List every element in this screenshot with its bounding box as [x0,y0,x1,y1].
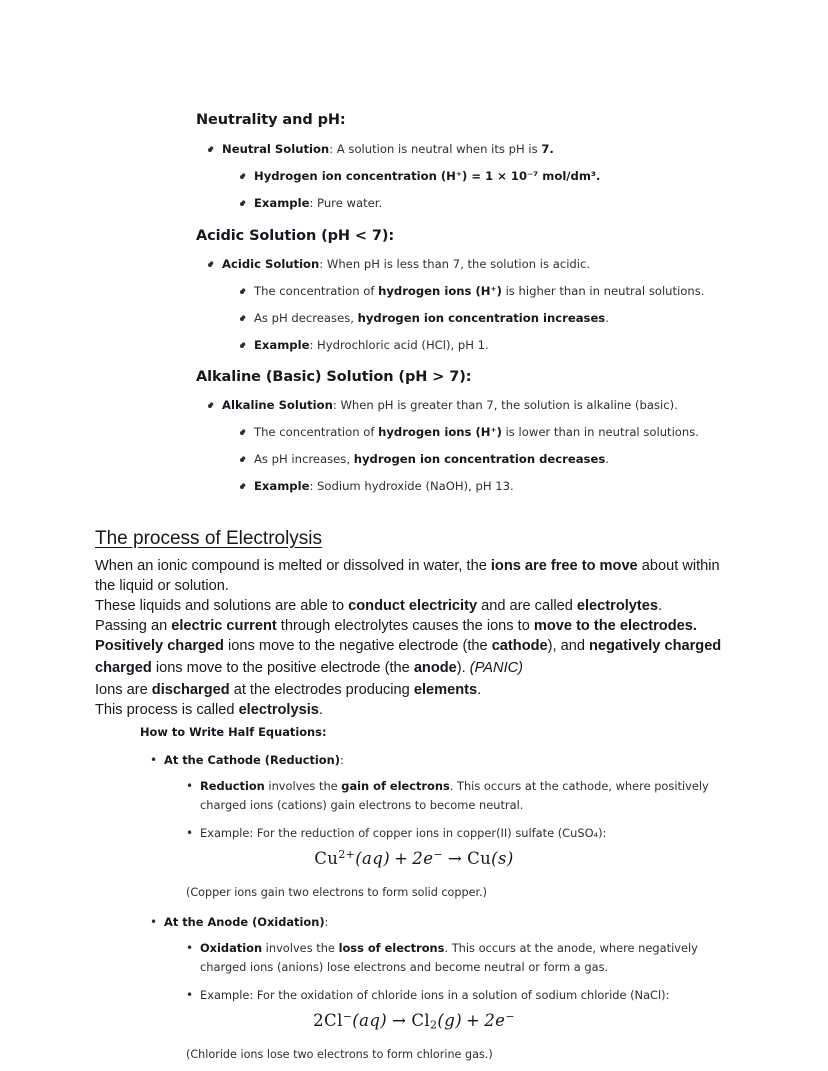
paragraph-discharged [95,680,481,700]
alkaline-solution-label: Alkaline Solution [222,398,333,412]
p3-part-a: Passing an [95,618,172,634]
acidic-conc-bold: hydrogen ions (H⁺) [378,284,502,298]
p3-part-c: through electrolytes causes the ions to [276,618,534,634]
alkaline-ph-post: . [605,452,609,466]
p4-bold-negatively: negatively charged [589,638,722,654]
paragraph-positively-charged [95,636,721,656]
cathode-heading-bullet [164,751,344,770]
alkaline-ph-bold: hydrogen ion concentration decreases [353,452,606,466]
p4-part-b: ions move to the negative electrode (the [223,638,492,654]
eq-cu-state: (aq) [355,848,391,868]
p1-bold: ions are free to move [490,558,638,574]
paragraph-ionic-compound [95,556,720,596]
eq-cl-reactant: 2Cl [313,1010,343,1030]
eq-cl2-product: Cl [411,1010,431,1030]
alkaline-conc-post: is lower than in neutral solutions. [501,425,699,439]
p2-part-c: and are called [477,598,577,614]
eq-arrow: → [447,848,463,868]
eq-cu-species: Cu [314,848,339,868]
oxidation-bold: Oxidation [200,941,263,955]
p2-part-a: These liquids and solutions are able to [95,598,349,614]
example-label: Example [254,338,310,352]
neutral-ph-value: 7. [541,142,554,156]
cathode-label: At the Cathode (Reduction) [164,753,340,767]
anode-caption: (Chloride ions lose two electrons to form chlorine gas.) [186,1048,493,1061]
p4-part-d: ), and [547,638,590,654]
acidic-ph-decrease-bullet [254,311,734,326]
alkaline-concentration-bullet [254,425,734,440]
list-item [254,169,694,184]
p6-part-a: This process is called [95,702,239,718]
p3-bold-electrodes: move to the electrodes. [533,618,697,634]
paragraph-anode [95,658,523,678]
p5-bold-elements: elements [413,682,478,698]
list-item [222,142,692,157]
anode-example-bullet [200,986,720,1005]
acidic-ph-post: . [605,311,609,325]
p4-bold-positively: Positively charged [95,638,224,654]
example-text: : Hydrochloric acid (HCl), pH 1. [309,338,489,352]
acidic-ph-pre: As pH decreases, [254,311,358,325]
p5-part-e: . [477,682,482,698]
alkaline-solution-bullet [222,398,742,413]
cathode-equation [0,848,828,868]
eq-cl2-sub: 2 [430,1018,438,1032]
hydrogen-ion-concentration-text: Hydrogen ion concentration (H⁺) = 1 × 10⁻⁷ mol/dm³. [254,169,601,183]
anode-oxidation-bullet [200,939,720,977]
p4-part-f: ions move to the positive electrode (the [151,660,414,676]
eq-electron: 2e [412,848,434,868]
anode-equation [0,1010,828,1031]
list-item [222,257,722,272]
cathode-example-bullet [200,824,720,843]
p1-part-a: When an ionic compound is melted or dissolved in water, the [95,558,491,574]
acidic-example-bullet [254,338,734,353]
acidic-solution-bullet [222,257,722,272]
eq-product-state: (s) [491,848,514,868]
p5-part-a: Ions are [95,682,152,698]
eq-product: Cu [467,848,492,868]
eq-cl-state: (aq) [352,1010,388,1030]
p4-charged-word: charged [95,660,152,676]
list-item [254,338,734,353]
acidic-ph-bold: hydrogen ion concentration increases [357,311,606,325]
panic-annotation: (PANIC) [469,660,524,676]
hydrogen-ion-concentration-bullet [254,169,694,184]
acidic-solution-text: : When pH is less than 7, the solution is acidic. [319,257,591,271]
eq-electron: 2e [484,1010,506,1030]
p3-bold-current: electric current [171,618,277,634]
heading-alkaline-solution: Alkaline (Basic) Solution (pH > 7): [196,369,472,385]
eq-plus: + [394,848,409,868]
p5-part-c: at the electrodes producing [229,682,414,698]
eq-cl-charge: − [342,1010,353,1023]
cathode-reduction-bullet [200,777,720,815]
example-text: : Pure water. [309,196,383,210]
anode-label-suffix: : [324,915,329,929]
anode-label: At the Anode (Oxidation) [164,915,325,929]
p2-part-e: . [658,598,663,614]
cathode-example-text: Example: For the reduction of copper ions in copper(II) sulfate (CuSO₄): [200,826,607,840]
reduction-rest: . This occurs at the cathode, where positively charged ions (cations) gain electrons to become neutral. [200,779,709,812]
neutral-example-bullet [254,196,694,211]
acidic-conc-post: is higher than in neutral solutions. [501,284,705,298]
eq-plus: + [466,1010,481,1030]
p2-bold-electrolytes: electrolytes [576,598,658,614]
reduction-bold: Reduction [200,779,265,793]
alkaline-ph-pre: As pH increases, [254,452,354,466]
reduction-mid: involves the [264,779,342,793]
neutral-solution-label: Neutral Solution [222,142,330,156]
p4-part-h: ). [456,660,470,676]
p5-bold-discharged: discharged [151,682,230,698]
eq-cl2-state: (g) [437,1010,463,1030]
list-item [254,196,694,211]
oxidation-rest: . This occurs at the anode, where negatively charged ions (anions) lose electrons and become neutral or form a gas. [200,941,698,974]
alkaline-example-bullet [254,479,734,494]
alkaline-ph-increase-bullet [254,452,734,467]
heading-neutrality: Neutrality and pH: [196,112,346,128]
cathode-label-suffix: : [339,753,344,767]
alkaline-conc-bold: hydrogen ions (H⁺) [378,425,502,439]
neutral-solution-text: : A solution is neutral when its pH is [329,142,542,156]
paragraph-electrolytes [95,596,662,616]
p4-bold-cathode: cathode [491,638,548,654]
list-item [254,479,734,494]
anode-example-text: Example: For the oxidation of chloride ions in a solution of sodium chloride (NaCl): [200,988,670,1002]
eq-electron-charge: − [433,848,443,861]
heading-electrolysis: The process of Electrolysis [95,528,323,549]
anode-heading-bullet [164,913,328,932]
p2-bold-conduct: conduct electricity [348,598,478,614]
example-label: Example [254,479,310,493]
paragraph-electric-current [95,616,697,636]
list-item [254,284,734,299]
alkaline-conc-pre: The concentration of [254,425,379,439]
acidic-conc-pre: The concentration of [254,284,379,298]
gain-electrons-bold: gain of electrons [341,779,450,793]
list-item [254,425,734,440]
neutral-solution-bullet [222,142,692,157]
list-item [254,311,734,326]
list-item [254,452,734,467]
eq-electron-charge: − [505,1010,515,1023]
loss-electrons-bold: loss of electrons [338,941,445,955]
example-label: Example [254,196,310,210]
list-item [222,398,742,413]
oxidation-mid: involves the [262,941,339,955]
eq-cu-charge: 2+ [338,848,356,861]
p4-bold-anode: anode [413,660,457,676]
example-text: : Sodium hydroxide (NaOH), pH 13. [309,479,514,493]
acidic-solution-label: Acidic Solution [222,257,320,271]
eq-arrow: → [392,1010,407,1030]
alkaline-solution-text: : When pH is greater than 7, the solution is alkaline (basic). [332,398,678,412]
heading-acidic-solution: Acidic Solution (pH < 7): [196,228,395,244]
heading-half-equations: How to Write Half Equations: [140,725,327,739]
acidic-concentration-bullet [254,284,734,299]
p6-part-c: . [318,702,323,718]
cathode-caption: (Copper ions gain two electrons to form solid copper.) [186,886,487,899]
paragraph-process-called [95,700,323,720]
p1-part-c: about within the liquid or solution. [95,558,720,594]
p6-bold-electrolysis: electrolysis [238,702,319,718]
